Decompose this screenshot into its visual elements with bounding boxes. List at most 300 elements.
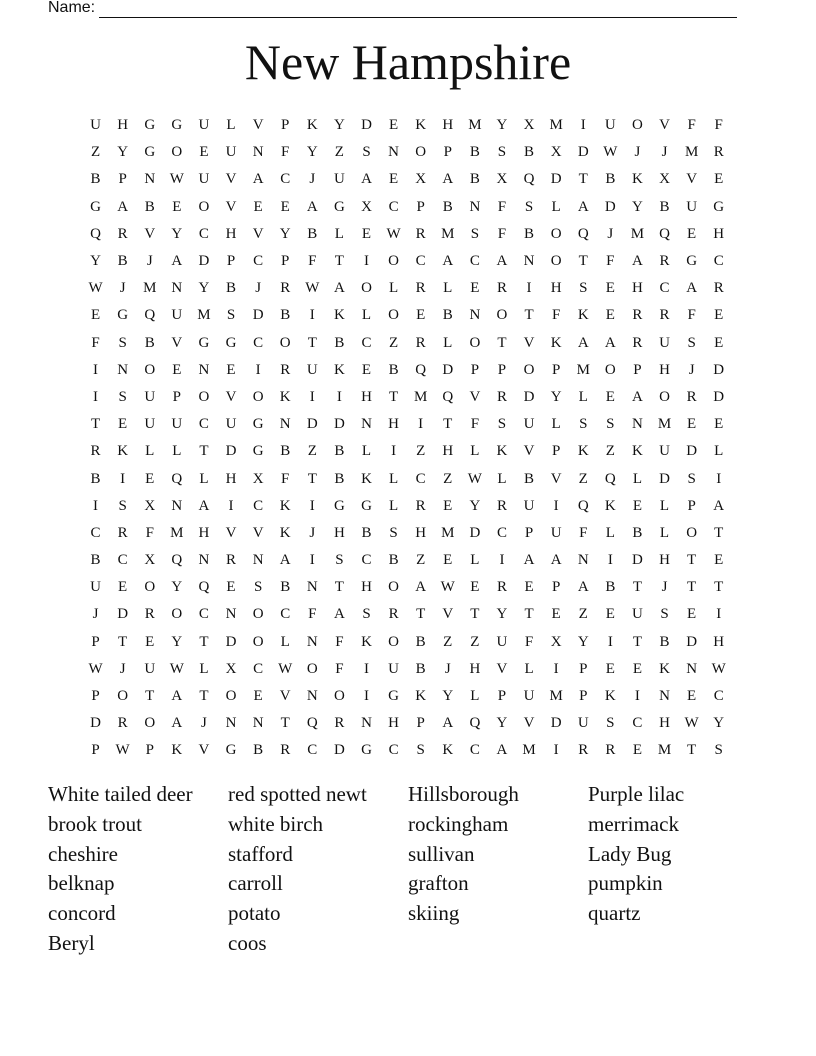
word-item: Purple lilac bbox=[588, 782, 685, 806]
grid-letter: Y bbox=[198, 280, 210, 297]
page-title: New Hampshire bbox=[244, 34, 572, 90]
grid-letter: B bbox=[334, 470, 345, 487]
grid-letter: K bbox=[659, 660, 670, 677]
grid-letter: S bbox=[118, 497, 127, 514]
grid-letter: W bbox=[115, 742, 130, 759]
grid-letter: N bbox=[198, 361, 210, 378]
word-column bbox=[408, 780, 588, 959]
grid-letter: L bbox=[578, 388, 588, 405]
grid-letter: S bbox=[687, 334, 696, 351]
grid-letter: A bbox=[577, 334, 589, 351]
word-item: potato bbox=[228, 901, 281, 926]
grid-letter: U bbox=[659, 334, 670, 351]
grid-letter: J bbox=[201, 715, 207, 732]
grid-letter: V bbox=[442, 606, 454, 623]
grid-letter: W bbox=[278, 660, 293, 677]
grid-letter: P bbox=[551, 443, 561, 460]
grid-letter: X bbox=[252, 470, 264, 487]
grid-letter: A bbox=[171, 688, 183, 705]
grid-letter: O bbox=[686, 524, 698, 541]
grid-letter: Z bbox=[334, 144, 344, 161]
grid-letter: L bbox=[388, 470, 399, 487]
grid-letter: H bbox=[659, 552, 670, 569]
grid-letter: O bbox=[361, 280, 372, 297]
grid-letter: U bbox=[686, 198, 698, 215]
grid-letter: Z bbox=[388, 334, 399, 351]
grid-letter: H bbox=[469, 660, 481, 677]
grid-letter: H bbox=[550, 280, 562, 297]
word-column bbox=[48, 780, 228, 959]
grid-letter: B bbox=[524, 225, 535, 242]
grid-letter: B bbox=[469, 171, 480, 188]
grid-letter: K bbox=[415, 688, 427, 705]
grid-letter: P bbox=[91, 688, 100, 705]
grid-letter: E bbox=[443, 552, 453, 569]
grid-letter: K bbox=[496, 443, 508, 460]
grid-letter: K bbox=[279, 388, 291, 405]
grid-letter: P bbox=[551, 579, 561, 596]
grid-letter: K bbox=[604, 688, 616, 705]
grid-row bbox=[82, 357, 742, 384]
grid-letter: T bbox=[145, 688, 155, 705]
grid-letter: E bbox=[388, 171, 399, 188]
grid-letter: B bbox=[253, 742, 264, 759]
grid-letter: R bbox=[415, 334, 426, 351]
grid-letter: D bbox=[333, 416, 345, 433]
grid-letter: E bbox=[687, 225, 697, 242]
grid-letter: C bbox=[198, 606, 209, 623]
grid-letter: D bbox=[713, 361, 725, 378]
grid-letter: E bbox=[687, 416, 697, 433]
grid-letter: I bbox=[607, 633, 613, 650]
name-label: Name: bbox=[48, 0, 96, 16]
grid-letter: M bbox=[441, 225, 455, 242]
grid-letter: S bbox=[579, 280, 588, 297]
grid-letter: P bbox=[118, 171, 127, 188]
grid-letter: L bbox=[714, 443, 724, 460]
grid-letter: G bbox=[171, 117, 183, 134]
grid-letter: P bbox=[281, 253, 290, 270]
grid-letter: L bbox=[659, 497, 670, 514]
grid-letter: Q bbox=[306, 715, 318, 732]
grid-letter: C bbox=[280, 171, 291, 188]
grid-letter: K bbox=[442, 742, 454, 759]
grid-letter: U bbox=[90, 117, 101, 134]
grid-letter: K bbox=[632, 171, 643, 188]
grid-letter: U bbox=[144, 416, 156, 433]
word-item: quartz bbox=[588, 901, 641, 926]
grid-letter: W bbox=[386, 225, 401, 242]
grid-letter: C bbox=[198, 225, 209, 242]
grid-letter: Q bbox=[604, 470, 616, 487]
grid-letter: K bbox=[306, 117, 318, 134]
grid-letter: A bbox=[333, 280, 345, 297]
grid-letter: I bbox=[336, 388, 342, 405]
grid-letter: I bbox=[309, 497, 315, 514]
grid-letter: N bbox=[306, 688, 318, 705]
grid-letter: I bbox=[363, 253, 369, 270]
grid-letter: G bbox=[144, 117, 156, 134]
grid-letter: L bbox=[443, 334, 453, 351]
grid-letter: G bbox=[333, 497, 345, 514]
grid-letter: Q bbox=[90, 225, 101, 242]
grid-letter: H bbox=[333, 524, 345, 541]
grid-letter: L bbox=[470, 443, 480, 460]
word-item: stafford bbox=[228, 841, 293, 866]
grid-letter: K bbox=[361, 470, 372, 487]
grid-letter: D bbox=[442, 361, 454, 378]
grid-letter: Q bbox=[659, 225, 670, 242]
grid-letter: T bbox=[714, 579, 724, 596]
grid-letter: J bbox=[92, 606, 99, 623]
grid-letter: L bbox=[199, 660, 209, 677]
grid-letter: G bbox=[117, 307, 129, 324]
grid-letter: M bbox=[170, 524, 184, 541]
grid-letter: C bbox=[280, 606, 291, 623]
grid-letter: J bbox=[661, 579, 668, 596]
grid-letter: B bbox=[524, 470, 535, 487]
grid-letter: B bbox=[605, 171, 616, 188]
grid-letter: A bbox=[577, 198, 589, 215]
grid-letter: S bbox=[524, 198, 534, 215]
grid-letter: M bbox=[657, 742, 672, 759]
grid-letter: G bbox=[388, 688, 399, 705]
grid-letter: I bbox=[120, 470, 126, 487]
grid-letter: S bbox=[362, 144, 371, 161]
grid-letter: U bbox=[632, 606, 643, 623]
grid-letter: I bbox=[391, 443, 397, 460]
grid-letter: U bbox=[496, 633, 508, 650]
grid-letter: E bbox=[90, 307, 101, 324]
grid-letter: Y bbox=[496, 606, 508, 623]
grid-letter: A bbox=[523, 552, 535, 569]
grid-letter: T bbox=[118, 633, 128, 650]
grid-letter: I bbox=[553, 660, 559, 677]
grid-letter: R bbox=[605, 742, 616, 759]
grid-letter: I bbox=[93, 388, 99, 405]
grid-letter: Y bbox=[469, 497, 481, 514]
word-item: brook trout bbox=[48, 811, 142, 836]
grid-letter: Q bbox=[577, 497, 589, 514]
grid-letter: V bbox=[171, 334, 183, 351]
grid-letter: I bbox=[309, 552, 315, 569]
grid-letter: P bbox=[687, 497, 696, 514]
grid-letter: B bbox=[415, 633, 426, 650]
name-field bbox=[48, 0, 737, 18]
grid-letter: J bbox=[309, 524, 316, 541]
grid-letter: E bbox=[470, 579, 480, 596]
grid-row bbox=[82, 656, 742, 683]
grid-letter: C bbox=[307, 742, 318, 759]
grid-letter: S bbox=[118, 334, 127, 351]
grid-letter: K bbox=[333, 361, 345, 378]
grid-letter: D bbox=[659, 470, 670, 487]
grid-letter: A bbox=[171, 715, 183, 732]
grid-letter: L bbox=[443, 280, 453, 297]
grid-letter: Y bbox=[496, 715, 508, 732]
grid-letter: S bbox=[606, 416, 615, 433]
grid-letter: A bbox=[415, 579, 427, 596]
grid-letter: T bbox=[632, 579, 642, 596]
grid-letter: B bbox=[334, 334, 345, 351]
grid-letter: I bbox=[526, 280, 532, 297]
grid-letter: P bbox=[416, 715, 425, 732]
grid-letter: A bbox=[333, 606, 345, 623]
grid-letter: K bbox=[550, 334, 562, 351]
grid-letter: S bbox=[497, 416, 507, 433]
grid-row bbox=[82, 737, 742, 764]
grid-letter: O bbox=[550, 225, 562, 242]
grid-letter: S bbox=[497, 144, 507, 161]
grid-letter: V bbox=[252, 117, 264, 134]
grid-letter: F bbox=[524, 633, 534, 650]
grid-letter: Y bbox=[496, 117, 508, 134]
grid-letter: P bbox=[91, 633, 100, 650]
grid-letter: B bbox=[117, 253, 128, 270]
grid-letter: F bbox=[551, 307, 561, 324]
word-item: White tailed deer bbox=[48, 782, 193, 806]
grid-letter: H bbox=[388, 715, 399, 732]
grid-letter: D bbox=[225, 443, 237, 460]
grid-letter: Y bbox=[171, 633, 183, 650]
grid-letter: U bbox=[659, 443, 670, 460]
grid-letter: G bbox=[333, 198, 345, 215]
grid-letter: H bbox=[225, 225, 237, 242]
grid-letter: E bbox=[605, 388, 615, 405]
grid-letter: M bbox=[684, 144, 699, 161]
grid-letter: T bbox=[470, 606, 480, 623]
grid-letter: R bbox=[117, 715, 128, 732]
grid-letter: R bbox=[659, 307, 670, 324]
grid-letter: G bbox=[361, 742, 372, 759]
grid-letter: V bbox=[550, 470, 562, 487]
grid-letter: T bbox=[199, 688, 209, 705]
grid-letter: E bbox=[605, 307, 615, 324]
grid-letter: T bbox=[687, 579, 697, 596]
grid-letter: X bbox=[144, 552, 156, 569]
grid-letter: G bbox=[198, 334, 210, 351]
grid-letter: B bbox=[659, 633, 670, 650]
grid-letter: B bbox=[280, 307, 291, 324]
grid-letter: K bbox=[577, 307, 589, 324]
grid-letter: N bbox=[469, 198, 481, 215]
grid-letter: D bbox=[550, 715, 562, 732]
grid-letter: V bbox=[496, 660, 508, 677]
grid-letter: C bbox=[253, 660, 264, 677]
grid-letter: E bbox=[172, 361, 182, 378]
grid-letter: A bbox=[577, 579, 589, 596]
grid-letter: O bbox=[469, 334, 481, 351]
grid-letter: T bbox=[497, 334, 507, 351]
grid-letter: R bbox=[578, 742, 589, 759]
grid-letter: D bbox=[117, 606, 129, 623]
grid-letter: B bbox=[307, 225, 318, 242]
grid-letter: Y bbox=[577, 633, 589, 650]
grid-letter: Y bbox=[279, 225, 291, 242]
grid-letter: X bbox=[523, 117, 535, 134]
grid-letter: K bbox=[604, 497, 616, 514]
grid-letter: Q bbox=[415, 361, 427, 378]
grid-letter: S bbox=[470, 225, 480, 242]
grid-letter: T bbox=[307, 334, 317, 351]
grid-letter: N bbox=[469, 307, 481, 324]
grid-letter: F bbox=[308, 606, 317, 623]
grid-letter: Y bbox=[90, 253, 101, 270]
grid-letter: N bbox=[252, 715, 264, 732]
grid-row bbox=[82, 683, 742, 710]
grid-row bbox=[82, 574, 742, 601]
grid-letter: P bbox=[497, 361, 507, 378]
grid-letter: K bbox=[171, 742, 183, 759]
grid-letter: A bbox=[496, 742, 508, 759]
grid-letter: R bbox=[117, 524, 128, 541]
grid-letter: R bbox=[713, 280, 724, 297]
grid-letter: A bbox=[632, 388, 643, 405]
grid-letter: N bbox=[252, 552, 264, 569]
grid-letter: C bbox=[469, 742, 480, 759]
grid-letter: I bbox=[716, 470, 722, 487]
grid-letter: B bbox=[442, 307, 453, 324]
grid-letter: C bbox=[198, 416, 209, 433]
grid-letter: W bbox=[467, 470, 482, 487]
word-item: red spotted newt bbox=[228, 782, 367, 806]
grid-letter: D bbox=[252, 307, 264, 324]
grid-letter: Q bbox=[198, 579, 210, 596]
word-item: coos bbox=[228, 930, 267, 955]
grid-letter: T bbox=[578, 171, 588, 188]
grid-row bbox=[82, 112, 742, 139]
grid-letter: Z bbox=[443, 633, 453, 650]
grid-letter: T bbox=[416, 606, 426, 623]
grid-letter: H bbox=[117, 117, 129, 134]
grid-letter: I bbox=[363, 660, 369, 677]
grid-letter: W bbox=[305, 280, 320, 297]
grid-letter: Z bbox=[307, 443, 317, 460]
grid-letter: W bbox=[88, 280, 103, 297]
grid-letter: R bbox=[632, 307, 643, 324]
grid-letter: Q bbox=[469, 715, 481, 732]
grid-letter: B bbox=[90, 552, 101, 569]
grid-letter: O bbox=[198, 388, 210, 405]
grid-letter: U bbox=[198, 171, 210, 188]
grid-letter: B bbox=[388, 552, 399, 569]
grid-letter: B bbox=[90, 171, 101, 188]
grid-letter: H bbox=[442, 117, 454, 134]
grid-letter: X bbox=[659, 171, 670, 188]
grid-letter: X bbox=[225, 660, 237, 677]
grid-letter: E bbox=[714, 307, 724, 324]
grid-letter: S bbox=[253, 579, 263, 596]
grid-letter: R bbox=[90, 443, 101, 460]
grid-letter: I bbox=[255, 361, 261, 378]
grid-letter: S bbox=[389, 524, 398, 541]
grid-letter: Z bbox=[90, 144, 101, 161]
grid-letter: T bbox=[632, 633, 642, 650]
grid-letter: R bbox=[280, 742, 291, 759]
grid-row bbox=[82, 465, 742, 492]
grid-letter: Y bbox=[171, 225, 183, 242]
grid-letter: O bbox=[144, 361, 156, 378]
grid-letter: Z bbox=[578, 606, 588, 623]
grid-letter: I bbox=[309, 388, 315, 405]
grid-letter: R bbox=[713, 144, 724, 161]
word-item: pumpkin bbox=[588, 871, 663, 896]
grid-letter: P bbox=[579, 660, 588, 677]
grid-letter: E bbox=[687, 688, 697, 705]
grid-letter: B bbox=[280, 579, 291, 596]
grid-letter: F bbox=[687, 117, 696, 134]
grid-letter: B bbox=[524, 144, 535, 161]
grid-letter: B bbox=[144, 334, 155, 351]
grid-row bbox=[82, 411, 742, 438]
grid-letter: C bbox=[361, 552, 372, 569]
grid-letter: U bbox=[144, 660, 156, 677]
grid-letter: D bbox=[686, 443, 698, 460]
grid-letter: B bbox=[442, 198, 453, 215]
grid-letter: E bbox=[687, 606, 697, 623]
grid-letter: V bbox=[523, 443, 535, 460]
grid-letter: R bbox=[117, 225, 128, 242]
grid-letter: V bbox=[252, 225, 264, 242]
grid-letter: L bbox=[470, 688, 480, 705]
grid-letter: G bbox=[90, 198, 101, 215]
grid-letter: T bbox=[334, 579, 344, 596]
grid-letter: S bbox=[416, 742, 425, 759]
grid-letter: J bbox=[607, 225, 614, 242]
grid-letter: D bbox=[686, 633, 698, 650]
grid-letter: O bbox=[144, 715, 156, 732]
grid-letter: W bbox=[711, 660, 726, 677]
grid-letter: S bbox=[118, 388, 127, 405]
grid-letter: B bbox=[361, 524, 372, 541]
grid-letter: O bbox=[333, 688, 345, 705]
grid-letter: I bbox=[634, 688, 640, 705]
grid-letter: N bbox=[686, 660, 698, 677]
grid-letter: D bbox=[577, 144, 589, 161]
grid-letter: E bbox=[226, 579, 236, 596]
grid-letter: H bbox=[713, 633, 725, 650]
grid-letter: O bbox=[523, 361, 535, 378]
grid-letter: L bbox=[334, 225, 344, 242]
grid-letter: I bbox=[363, 688, 369, 705]
grid-letter: V bbox=[659, 117, 670, 134]
grid-row bbox=[82, 629, 742, 656]
grid-letter: G bbox=[686, 253, 698, 270]
grid-letter: U bbox=[388, 660, 399, 677]
grid-letter: I bbox=[309, 307, 315, 324]
grid-letter: U bbox=[333, 171, 345, 188]
grid-letter: Y bbox=[333, 117, 345, 134]
grid-letter: X bbox=[144, 497, 156, 514]
grid-letter: C bbox=[713, 253, 724, 270]
grid-letter: E bbox=[470, 280, 480, 297]
word-item: white birch bbox=[228, 811, 324, 836]
grid-letter: Y bbox=[306, 144, 318, 161]
grid-letter: O bbox=[252, 633, 264, 650]
grid-letter: L bbox=[551, 416, 561, 433]
grid-letter: U bbox=[306, 361, 318, 378]
grid-letter: N bbox=[252, 144, 264, 161]
grid-letter: L bbox=[226, 117, 236, 134]
grid-letter: Y bbox=[442, 688, 454, 705]
grid-row bbox=[82, 710, 742, 737]
grid-letter: O bbox=[550, 253, 562, 270]
word-item: skiing bbox=[408, 901, 460, 926]
grid-letter: T bbox=[280, 715, 290, 732]
grid-letter: M bbox=[549, 117, 563, 134]
grid-letter: O bbox=[252, 388, 264, 405]
grid-letter: X bbox=[550, 144, 562, 161]
